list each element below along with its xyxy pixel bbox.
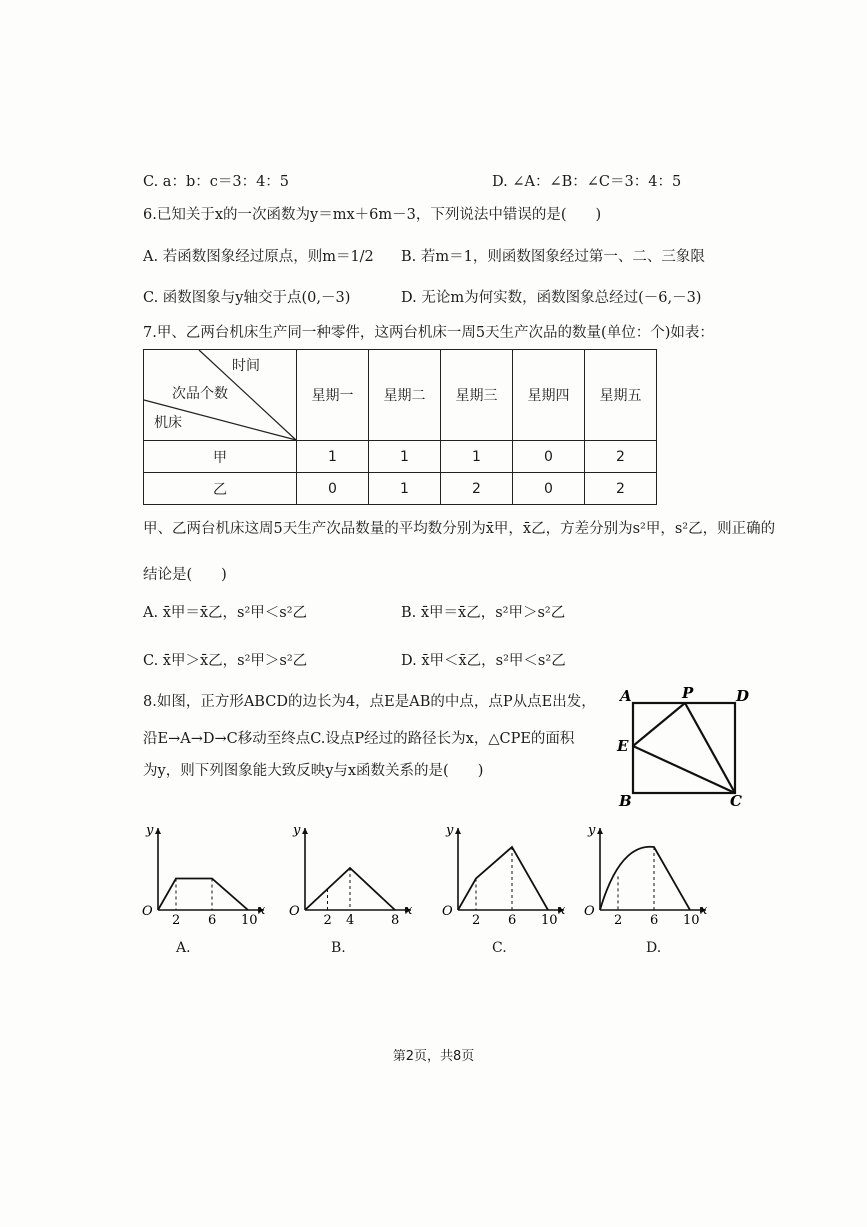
table-cell: 2 [585,473,657,505]
q7-stem: 7.甲、乙两台机床生产同一种零件，这两台机床一周5天生产次品的数量(单位：个)如表： [143,325,714,341]
tick-label: 6 [650,913,659,928]
y-axis-label: y [446,823,454,838]
graph-b-label: B. [331,940,346,956]
y-axis-label: y [293,823,301,838]
table-cell: 1 [297,441,369,473]
q7-text-2: 结论是( ) [143,567,227,583]
table-cell: 0 [513,441,585,473]
q6-option-d: D. 无论m为何实数，函数图象总经过(－6,－3) [401,290,702,306]
q7-option-b: B. x̄甲＝x̄乙，s²甲＞s²乙 [401,605,566,621]
tick-label: 10 [241,913,258,928]
table-row [144,441,657,473]
table-cell: 2 [441,473,513,505]
y-axis-arrow [302,828,308,834]
x-axis-label: x [405,903,413,918]
x-axis-label: x [258,903,266,918]
table-header-day: 星期五 [585,350,657,441]
corner-label-machine: 机床 [154,415,182,431]
tick-label: 2 [614,913,623,928]
graph-a-label: A. [176,940,191,956]
corner-label-count: 次品个数 [172,386,228,402]
x-axis-label: x [558,903,566,918]
origin-label: O [584,904,595,919]
table-header-day: 星期三 [441,350,513,441]
q8-line-3: 为y，则下列图象能大致反映y与x函数关系的是( ) [143,763,484,779]
q8-line-1: 8.如图，正方形ABCD的边长为4，点E是AB的中点，点P从点E出发， [143,694,596,710]
graph-a [140,820,270,928]
label-a: A [620,687,632,705]
table-header-day: 星期四 [513,350,585,441]
square-figure [612,684,762,809]
graph-c [440,820,570,928]
tick-label: 6 [208,913,217,928]
tick-label: 2 [172,913,181,928]
segment-ep [633,703,685,746]
graph-d [582,820,712,928]
square-abcd [633,703,735,793]
table-cell: 1 [369,473,441,505]
tick-label: 6 [508,913,517,928]
label-p: P [682,684,694,702]
origin-label: O [442,904,453,919]
tick-label: 10 [683,913,700,928]
page-footer: 第2页，共8页 [392,1049,475,1064]
q7-option-c: C. x̄甲＞x̄乙，s²甲＞s²乙 [143,653,308,669]
label-e: E [617,737,629,755]
x-axis-label: x [700,903,708,918]
row-name: 甲 [144,441,297,473]
table-header-day: 星期一 [297,350,369,441]
q6-option-a: A. 若函数图象经过原点，则m＝1/2 [143,249,374,265]
table-header-day: 星期二 [369,350,441,441]
graph-b [287,820,417,928]
table-row [144,473,657,505]
q5-option-d: D. ∠A：∠B：∠C＝3：4：5 [492,174,682,190]
y-axis-label: y [588,823,596,838]
label-b: B [619,792,632,810]
tick-label: 8 [391,913,400,928]
q5-option-c: C. a：b：c＝3：4：5 [143,174,290,190]
function-line [158,879,248,911]
origin-label: O [289,904,300,919]
origin-label: O [142,904,153,919]
graph-d-label: D. [646,940,662,956]
y-axis-arrow [155,828,161,834]
segment-pc [685,703,735,793]
function-curve [600,847,690,910]
q6-option-b: B. 若m＝1，则函数图象经过第一、二、三象限 [401,249,705,265]
table-cell: 0 [513,473,585,505]
function-line [458,847,548,910]
q8-line-2: 沿E→A→D→C移动至终点C.设点P经过的路径长为x，△CPE的面积 [143,731,575,747]
row-name: 乙 [144,473,297,505]
table-corner-cell [144,350,297,441]
q7-option-d: D. x̄甲＜x̄乙，s²甲＜s²乙 [401,653,566,669]
table-cell: 1 [441,441,513,473]
defect-table [143,349,657,505]
y-axis-label: y [146,823,154,838]
y-axis-arrow [455,828,461,834]
tick-label: 4 [346,913,355,928]
segment-ec [633,746,735,793]
y-axis-arrow [597,828,603,834]
table-cell: 2 [585,441,657,473]
q6-option-c: C. 函数图象与y轴交于点(0,－3) [143,290,351,306]
tick-label: 2 [323,913,332,928]
q7-option-a: A. x̄甲＝x̄乙，s²甲＜s²乙 [143,605,308,621]
tick-label: 10 [541,913,558,928]
corner-label-time: 时间 [232,358,260,374]
q7-text-1: 甲、乙两台机床这周5天生产次品数量的平均数分别为x̄甲，x̄乙，方差分别为s²甲，s²乙，则正确的 [143,521,776,537]
table-cell: 1 [369,441,441,473]
label-d: D [736,687,750,705]
tick-label: 2 [472,913,481,928]
q6-stem: 6.已知关于x的一次函数为y＝mx＋6m－3，下列说法中错误的是( ) [143,207,602,223]
graph-c-label: C. [492,940,507,956]
table-cell: 0 [297,473,369,505]
label-c: C [730,792,742,810]
